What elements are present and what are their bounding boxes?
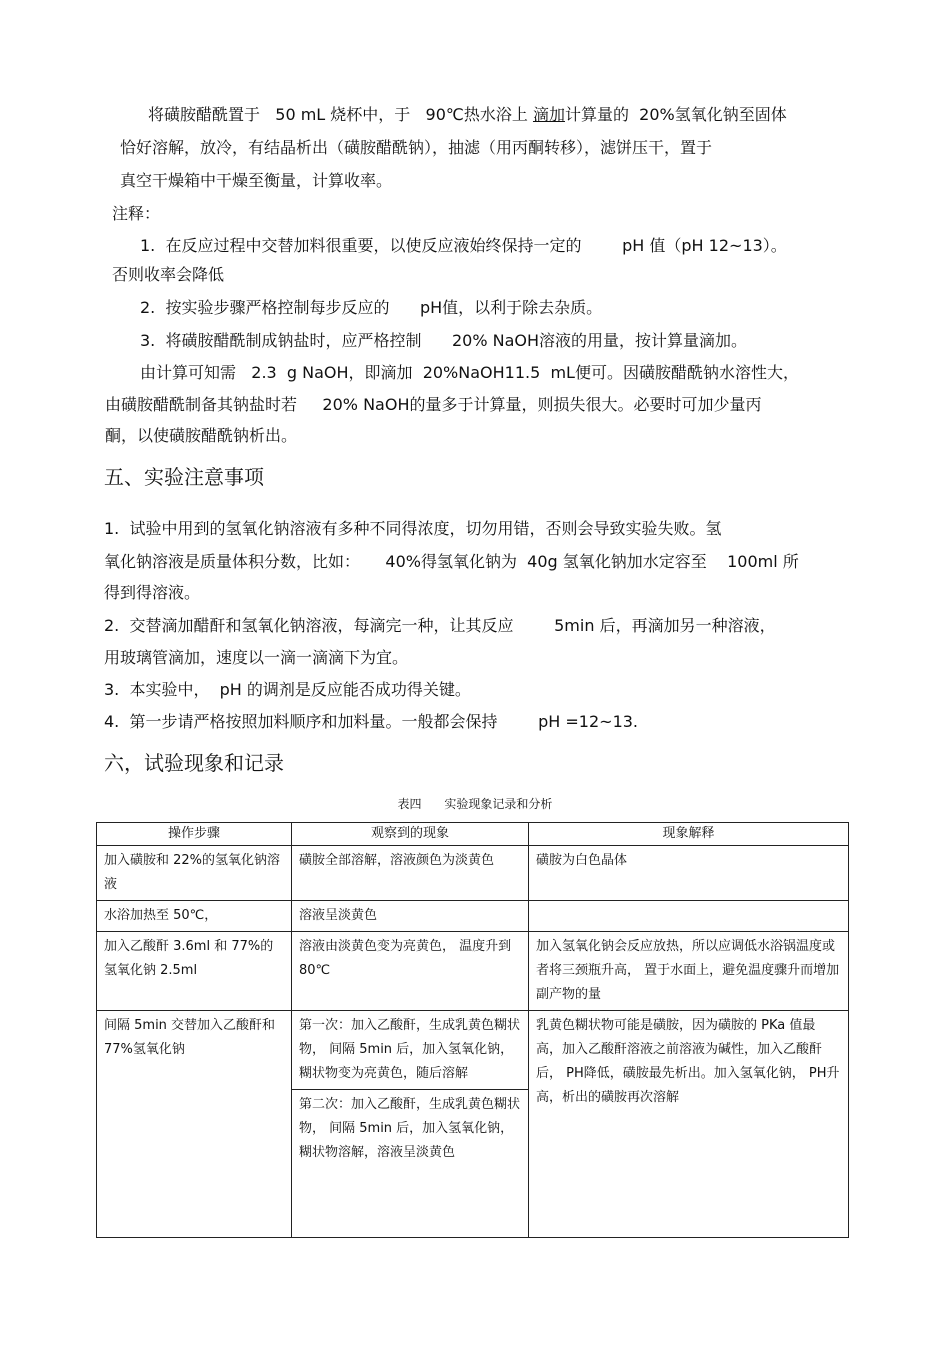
- para-line-1: [148, 104, 787, 126]
- header-observation: 观察到的现象: [292, 823, 529, 846]
- para-line-3: 真空干燥箱中干燥至衡量，计算收率。: [120, 171, 393, 190]
- s5-line-4: 2. 交替滴加醋酐和氢氧化钠溶液，每滴完一种，让其反应 5min 后，再滴加另一种溶液，: [104, 616, 776, 635]
- cell-observation: 磺胺全部溶解，溶液颜色为淡黄色: [292, 846, 529, 901]
- cell-explanation: 加入氢氧化钠会反应放热，所以应调低水浴锅温度或者将三颈瓶升高， 置于水面上，避免温度骤升而增加副产物的量: [529, 932, 849, 1011]
- cell-observation-split: [292, 1011, 529, 1238]
- calc-line-2: 由磺胺醋酰制备其钠盐时若 20% NaOH的量多于计算量，则损失很大。必要时可加少量丙: [105, 395, 762, 414]
- table-row: [97, 901, 849, 932]
- note-3: 3. 将磺胺醋酰制成钠盐时，应严格控制 20% NaOH溶液的用量，按计算量滴加。: [140, 331, 748, 350]
- s5-line-5: 用玻璃管滴加，速度以一滴一滴滴下为宜。: [104, 648, 409, 667]
- cell-explanation: [529, 901, 849, 932]
- notes-title: 注释：: [112, 204, 161, 223]
- para-line-1-b: 计算量的 20%氢氧化钠至固体: [564, 105, 787, 124]
- note-1-cont: 否则收率会降低: [112, 265, 225, 284]
- cell-observation: 溶液由淡黄色变为亮黄色， 温度升到 80℃: [292, 932, 529, 1011]
- section-5-heading: 五、实验注意事项: [104, 465, 264, 489]
- section-6-heading: 六，试验现象和记录: [104, 751, 284, 775]
- header-step: 操作步骤: [97, 823, 292, 846]
- cell-observation: 溶液呈淡黄色: [292, 901, 529, 932]
- calc-line-3: 酮，以使磺胺醋酰钠析出。: [105, 426, 298, 445]
- table-header-row: [97, 823, 849, 846]
- observation-second: 第二次：加入乙酸酐，生成乳黄色糊状物， 间隔 5min 后，加入氢氧化钠，糊状物溶解，溶液呈淡黄色: [292, 1089, 528, 1168]
- calc-line-1: 由计算可知需 2.3 g NaOH，即滴加 20%NaOH11.5 mL便可。因磺胺醋酰钠水溶性大，: [140, 363, 799, 382]
- header-explanation: 现象解释: [529, 823, 849, 846]
- observation-first: 第一次：加入乙酸酐，生成乳黄色糊状物， 间隔 5min 后，加入氢氧化钠，糊状物变为亮黄色，随后溶解: [299, 1018, 521, 1081]
- table-row: [97, 846, 849, 901]
- para-line-2: 恰好溶解，放冷，有结晶析出（磺胺醋酰钠），抽滤（用丙酮转移），滤饼压干，置于: [120, 138, 713, 157]
- cell-step: 间隔 5min 交替加入乙酸酐和 77%氢氧化钠: [97, 1011, 292, 1238]
- table-row: [97, 1011, 849, 1238]
- note-2: 2. 按实验步骤严格控制每步反应的 pH值，以利于除去杂质。: [140, 298, 603, 317]
- para-underlined-word: 滴加: [532, 105, 565, 124]
- cell-step: 加入乙酸酐 3.6ml 和 77%的氢氧化钠 2.5ml: [97, 932, 292, 1011]
- note-1: 1. 在反应过程中交替加料很重要，以使反应液始终保持一定的 pH 值（pH 12~13）。: [140, 236, 787, 255]
- s5-line-6: 3. 本实验中， pH 的调剂是反应能否成功得关键。: [104, 680, 471, 699]
- table-caption: 表四 实验现象记录和分析: [397, 797, 553, 811]
- cell-explanation: 磺胺为白色晶体: [529, 846, 849, 901]
- s5-line-3: 得到得溶液。: [104, 583, 201, 602]
- para-line-1-a: 将磺胺醋酰置于 50 mL 烧杯中，于 90℃热水浴上: [148, 105, 533, 124]
- experiment-table: [96, 822, 849, 1238]
- s5-line-1: 1. 试验中用到的氢氧化钠溶液有多种不同得浓度，切勿用错，否则会导致实验失败。氢: [104, 519, 722, 538]
- cell-step: 加入磺胺和 22%的氢氧化钠溶液: [97, 846, 292, 901]
- table-row: [97, 932, 849, 1011]
- s5-line-7: 4. 第一步请严格按照加料顺序和加料量。一般都会保持 pH =12~13.: [104, 712, 639, 731]
- cell-step: 水浴加热至 50℃，: [97, 901, 292, 932]
- s5-line-2: 氧化钠溶液是质量体积分数，比如： 40%得氢氧化钠为 40g 氢氧化钠加水定容至 100ml 所: [104, 552, 799, 571]
- cell-explanation: 乳黄色糊状物可能是磺胺，因为磺胺的 PKa 值最高，加入乙酸酐溶液之前溶液为碱性，加入乙酸酐后， PH降低，磺胺最先析出。加入氢氧化钠， PH升高，析出的磺胺再次溶解: [529, 1011, 849, 1238]
